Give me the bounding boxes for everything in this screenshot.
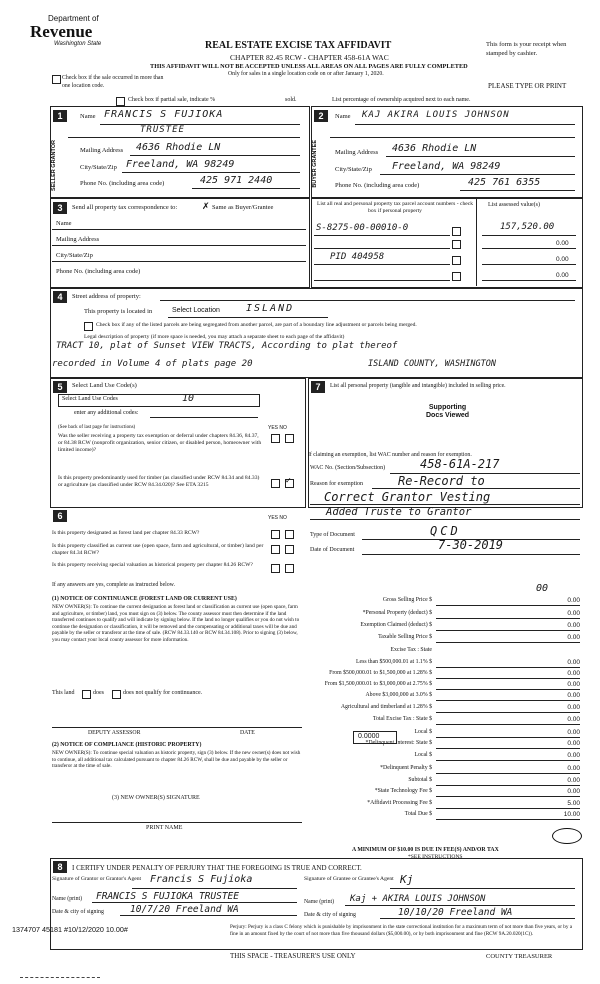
seller-address-label: Mailing Address [80,147,124,154]
exemption-claim-label: If claiming an exemption, list WAC number and reason for exemption. [308,452,472,458]
tax-row-value[interactable] [436,749,580,761]
q-historic: Is this property receiving special valuation as historical property per chapter 84.26 RCW? [52,562,253,568]
does-not-label: does not qualify for continuance. [123,690,203,696]
legal-line-1[interactable]: TRACT 10, plat of Sunset VIEW TRACTS, According to plat thereof [56,341,398,351]
tax-row-amount: 0.00 [567,729,580,736]
reason-line-2[interactable]: Correct Grantor Vesting [324,490,491,504]
form-subtitle: CHAPTER 82.45 RCW - CHAPTER 458-61A WAC [230,53,389,62]
doc-date-label: Date of Document [310,547,355,553]
tax-row-label: Total Due $ [404,811,432,817]
certification-heading: I CERTIFY UNDER PENALTY OF PERJURY THAT THE FOREGOING IS TRUE AND CORRECT. [72,864,362,872]
land-use-codes-label: Select Land Use Codes [62,396,118,402]
notice2-title: (2) NOTICE OF COMPLIANCE (HISTORIC PROPERTY) [52,742,202,748]
forest-no-checkbox[interactable] [285,530,294,539]
assessed-value-4: 0.00 [556,272,569,279]
exemption-no-checkbox[interactable] [285,434,294,443]
grantor-name-label: Name (print) [52,896,83,902]
section-4-badge: 4 [53,291,67,303]
legal-label: Legal description of property (if more space is needed, you may attach a separate sheet to each page of the affidavit) [84,334,345,340]
buyer-name-label: Name [335,113,351,120]
tax-row-label: Exemption Claimed (deduct) $ [360,622,432,628]
form-only-for: Only for sales in a single location code on or after January 1, 2020. [228,71,384,77]
segregated-label: Check box if any of the listed parcels are being segregated from another parcel, are part of a boundary line adjustment or parcels being merged. [96,322,417,328]
multi-location-checkbox[interactable] [52,75,61,84]
section-7-badge: 7 [311,381,325,393]
historic-no-checkbox[interactable] [285,564,294,573]
recording-stamp: 1374707 45181 #10/12/2020 10.00# [12,925,128,934]
parcel-personal-checkbox-2[interactable] [452,240,461,249]
seller-city-label: City/State/Zip [80,164,117,171]
forest-yes-checkbox[interactable] [271,530,280,539]
tax-row-label: Above $3,000,000 at 3.0% $ [365,692,432,698]
tax-row-value[interactable] [436,737,580,749]
grantor-name[interactable]: FRANCIS S FUJIOKA TRUSTEE [96,891,239,902]
timber-no-check-mark: ✓ [285,476,292,485]
tax-row-amount: 0.00 [567,597,580,604]
grantee-name[interactable]: Kaj + AKIRA LOUIS JOHNSON [350,894,486,904]
this-land-label: This land [52,690,75,696]
tax-row-amount: 0.00 [567,704,580,711]
seller-phone-value[interactable]: 425 971 2440 [200,175,273,186]
print-name-label: PRINT NAME [146,825,183,831]
tax-row-label: Local $ [414,752,432,758]
land-use-codes-value[interactable]: 10 [182,393,195,404]
buyer-address-value[interactable]: 4636 Rhodie LN [392,143,477,154]
correspondence-heading: Send all property tax correspondence to: [72,204,178,211]
tax-row-label: *Delinquent Interest: State $ [365,740,432,746]
timber-yes-checkbox[interactable] [271,479,280,488]
multi-location-label: Check box if the sale occurred in more than one location code. [62,75,164,89]
assessed-value-3: 0.00 [556,256,569,263]
parcel-personal-checkbox-1[interactable] [452,227,461,236]
tax-row-amount: 0.00 [567,788,580,795]
print-note: PLEASE TYPE OR PRINT [488,82,567,90]
tax-row-amount: 0.00 [567,610,580,617]
tax-row-value[interactable] [436,785,580,797]
parcel-row-3[interactable]: PID 404958 [330,252,385,262]
partial-sold-label: sold. [285,97,297,103]
tax-row-amount: 0.00 [567,659,580,666]
buyer-phone-value[interactable]: 425 761 6355 [468,177,541,188]
tax-row-value[interactable] [436,701,580,713]
location-select[interactable]: Select Location [172,307,220,314]
seller-city-value[interactable]: Freeland, WA 98249 [126,159,235,170]
see-instructions: *SEE INSTRUCTIONS [408,854,463,860]
tax-row-label: *Affidavit Processing Fee $ [367,800,432,806]
location-value[interactable]: ISLAND [246,303,295,314]
dept-logo: Revenue [30,22,93,41]
reason-line-3[interactable]: Added Truste to Grantor [326,506,472,518]
deputy-assessor-label: DEPUTY ASSESSOR [88,730,141,736]
tax-row-label: *State Technology Fee $ [374,788,432,794]
tax-row-label: Local $ [414,729,432,735]
grantor-date[interactable]: 10/7/20 Freeland WA [130,904,239,915]
seller-side-label: SELLER GRANTOR [51,140,57,191]
section-1-badge: 1 [53,110,67,122]
tax-row-label: From $500,000.01 to $1,500,000 at 1.28% $ [329,670,432,676]
segregated-checkbox[interactable] [84,322,93,331]
form-title: REAL ESTATE EXCISE TAX AFFIDAVIT [205,40,392,51]
section-3-badge: 3 [53,202,67,214]
wac-label: WAC No. (Section/Subsection) [310,465,386,471]
tax-row-label: Gross Selling Price $ [382,597,432,603]
seller-address-value[interactable]: 4636 Rhodie LN [136,142,221,153]
tax-row-amount: 0.00 [567,622,580,629]
dept-line1: Department of [48,14,99,23]
grantee-name-label: Name (print) [304,899,335,905]
tax-row-amount: 0.00 [567,634,580,641]
total-due-circle [552,828,582,844]
date-label: DATE [240,730,255,736]
land-does-not-checkbox[interactable] [112,690,121,699]
grantee-sig-label: Signature of Grantee or Grantee's Agent [304,876,394,882]
corr-phone-label: Phone No. (including area code) [56,268,141,275]
tax-row-amount: 0.00 [567,752,580,759]
receipt-note: This form is your receipt when stamped by cashier. [486,41,567,57]
corr-address-label: Mailing Address [56,236,100,243]
tax-row-amount: 5.00 [567,800,580,807]
tax-row-label: Subtotal $ [408,777,432,783]
tax-row-value[interactable] [436,631,580,643]
partial-sale-checkbox[interactable] [116,97,125,106]
stamp-line-1: Supporting [428,404,467,411]
reason-line-1[interactable]: Re-Record to [398,474,485,488]
tax-row-label: Agricultural and timberland at 1.28% $ [340,704,432,710]
tax-row-label: Taxable Selling Price $ [378,634,432,640]
section-5-badge: 5 [53,381,67,393]
dept-state: Washington State [54,41,102,47]
same-as-label: Same as Buyer/Grantee [212,204,274,211]
yes-no-header-5: YES NO [268,425,287,431]
personal-property-heading: List all personal property (tangible and intangible) included in selling price. [330,383,506,389]
notice1-text: NEW OWNER(S): To continue the current designation as forest land or classification as current use (open space, farm and agriculture, or timber) land, you must sign on (3) below. The county assessor must then determine if the land transferred continues to qualify and will indicate by signing below. If the land no longer qualifies or you do not wish to continue the designation or classification, it will be removed and the compensating or additional taxes will be due and payable by the seller or transferor at the time of sale. (RCW 84.33.140 or RCW 84.34.108). Prior to signing (3) below, you may contact your local county assessor for more information. [52,604,300,643]
doc-date-value[interactable]: 7-30-2019 [438,538,504,552]
q-exemption: Was the seller receiving a property tax exemption or deferral under chapters 84.36, 84.37, or 84.38 RCW (nonprofit organization, senior citizen, or disabled person, homeowner with limited income)? [58,433,262,453]
additional-codes-label: enter any additional codes: [74,410,139,416]
exemption-yes-checkbox[interactable] [271,434,280,443]
legal-line-2[interactable]: recorded in Volume 4 of plats page 20 [52,359,253,369]
tax-row-value[interactable] [436,594,580,606]
q-timber: Is this property predominantly used for timber (as classified under RCW 84.34 and 84.33) or agriculture (as classified under RCW 84.34.020)? See ETA 3215 [58,475,260,488]
tax-row-label: *Delinquent Penalty $ [380,765,432,771]
same-as-check-mark[interactable]: ✗ [202,201,210,211]
form-warning: THIS AFFIDAVIT WILL NOT BE ACCEPTED UNLESS ALL AREAS ON ALL PAGES ARE FULLY COMPLETED [150,63,468,70]
located-label: This property is located in [84,308,153,315]
buyer-side-label: BUYER GRANTEE [312,140,318,188]
minimum-note: A MINIMUM OF $10.00 IS DUE IN FEE(S) AND/OR TAX [352,847,499,853]
tax-row-label: Total Excise Tax : State $ [372,716,432,722]
current-use-yes-checkbox[interactable] [271,545,280,554]
section-8-badge: 8 [53,861,67,873]
notice1-title: (1) NOTICE OF CONTINUANCE (FOREST LAND OR CURRENT USE) [52,596,237,602]
tax-row-amount: 0.00 [567,681,580,688]
land-use-select-label: Select Land Use Code(s) [72,382,137,389]
grantor-date-label: Date & city of signing [52,909,104,915]
gross-handwritten: 00 [536,583,549,594]
assessed-heading: List assessed value(s) [488,202,540,208]
current-use-no-checkbox[interactable] [285,545,294,554]
tax-row-value[interactable] [436,607,580,619]
tax-row-value[interactable] [436,808,580,820]
local-rate-value: 0.0000 [358,733,380,740]
tax-row-label: Excise Tax : State [390,647,432,653]
wac-value[interactable]: 458-61A-217 [420,457,500,471]
corr-city-label: City/State/Zip [56,252,93,259]
perjury-text: Perjury: Perjury is a class C felony which is punishable by imprisonment in the state correctional institution for a maximum term of not more than five years, or by a fine in an amount fixed by the court of not more than five thousand dollars ($5,000.00), or by both imprisonment and fine (RCW 9A.20.020(1C)). [230,924,573,937]
seller-name-value2[interactable]: TRUSTEE [140,125,185,135]
tax-row-amount: 0.00 [567,716,580,723]
treasurer-space: THIS SPACE - TREASURER'S USE ONLY [230,952,356,960]
legal-line-3[interactable]: ISLAND COUNTY, WASHINGTON [368,359,496,369]
tax-row-value[interactable] [436,713,580,725]
tax-row-amount: 0.00 [567,777,580,784]
parcel-row-1[interactable]: S-8275-00-00010-0 [316,223,409,233]
tax-row-label: From $1,500,000.01 to $3,000,000 at 2.75% $ [324,681,432,687]
tax-row-amount: 0.00 [567,740,580,747]
buyer-phone-label: Phone No. (including area code) [335,182,420,189]
section-2-badge: 2 [314,110,328,122]
tax-row-value[interactable] [436,619,580,631]
county-treasurer: COUNTY TREASURER [486,953,553,960]
new-owner-signature-label: (3) NEW OWNER(S) SIGNATURE [112,795,200,801]
tax-row-amount: 0.00 [567,692,580,699]
seller-name-label: Name [80,113,96,120]
seller-phone-label: Phone No. (including area code) [80,180,165,187]
ownership-pct-note: List percentage of ownership acquired next to each name. [332,97,471,103]
section-6-badge: 6 [53,510,67,522]
q-current-use: Is this property classified as current use (open space, farm and agricultural, or timber) land per chapter 84.34 RCW? [52,543,264,556]
grantee-signature[interactable]: Kj [400,873,414,886]
land-does-checkbox[interactable] [82,690,91,699]
supporting-docs-stamp [426,404,469,420]
grantee-date-label: Date & city of signing [304,912,356,918]
reason-label: Reason for exemption [310,481,363,487]
tax-row-amount: 10.00 [563,811,580,818]
assessed-value-2: 0.00 [556,240,569,247]
tax-row-label: Less than $500,000.01 at 1.1% $ [356,659,432,665]
tax-row-value[interactable] [436,689,580,701]
does-label: does [93,690,104,696]
tax-row-label: *Personal Property (deduct) $ [362,610,432,616]
grantor-signature[interactable]: Francis S Fujioka [150,874,253,885]
buyer-name-value[interactable]: KAJ AKIRA LOUIS JOHNSON [362,110,510,120]
partial-sale-label: Check box if partial sale, indicate % [128,97,216,103]
buyer-city-value[interactable]: Freeland, WA 98249 [392,161,501,172]
doc-type-label: Type of Document [310,532,355,538]
tax-row-amount: 0.00 [567,765,580,772]
street-label: Street address of property: [72,293,141,300]
tax-row-amount: 0.00 [567,670,580,677]
corr-name-label: Name [56,220,72,227]
seller-name-value[interactable]: FRANCIS S FUJIOKA [104,109,224,120]
grantor-sig-label: Signature of Grantor or Grantor's Agent [52,876,142,882]
grantee-date[interactable]: 10/10/20 Freeland WA [398,907,513,918]
historic-yes-checkbox[interactable] [271,564,280,573]
instructions-note: (See back of last page for instructions) [58,425,136,430]
doc-type-value[interactable]: QCD [430,524,461,538]
parcel-personal-checkbox-3[interactable] [452,256,461,265]
buyer-city-label: City/State/Zip [335,166,372,173]
buyer-address-label: Mailing Address [335,149,379,156]
assessed-value-1[interactable]: 157,520.00 [500,222,555,232]
if-yes-note: If any answers are yes, complete as instructed below. [52,582,175,588]
yes-no-header-6: YES NO [268,515,287,521]
q-forest: Is this property designated as forest land per chapter 84.33 RCW? [52,530,200,536]
tax-row-value[interactable] [436,762,580,774]
parcel-personal-checkbox-4[interactable] [452,272,461,281]
parcels-heading: List all real and personal property tax parcel account numbers - check box if personal property [316,201,474,214]
notice2-text: NEW OWNER(S): To continue special valuation as historic property, sign (3) below. If the new owner(s) does not wish to continue, all additional tax calculated pursuant to chapter 84.26 RCW, shall be due and payable by the seller or transferor at the time of sale. [52,750,301,770]
stamp-line-2: Docs Viewed [426,412,470,419]
